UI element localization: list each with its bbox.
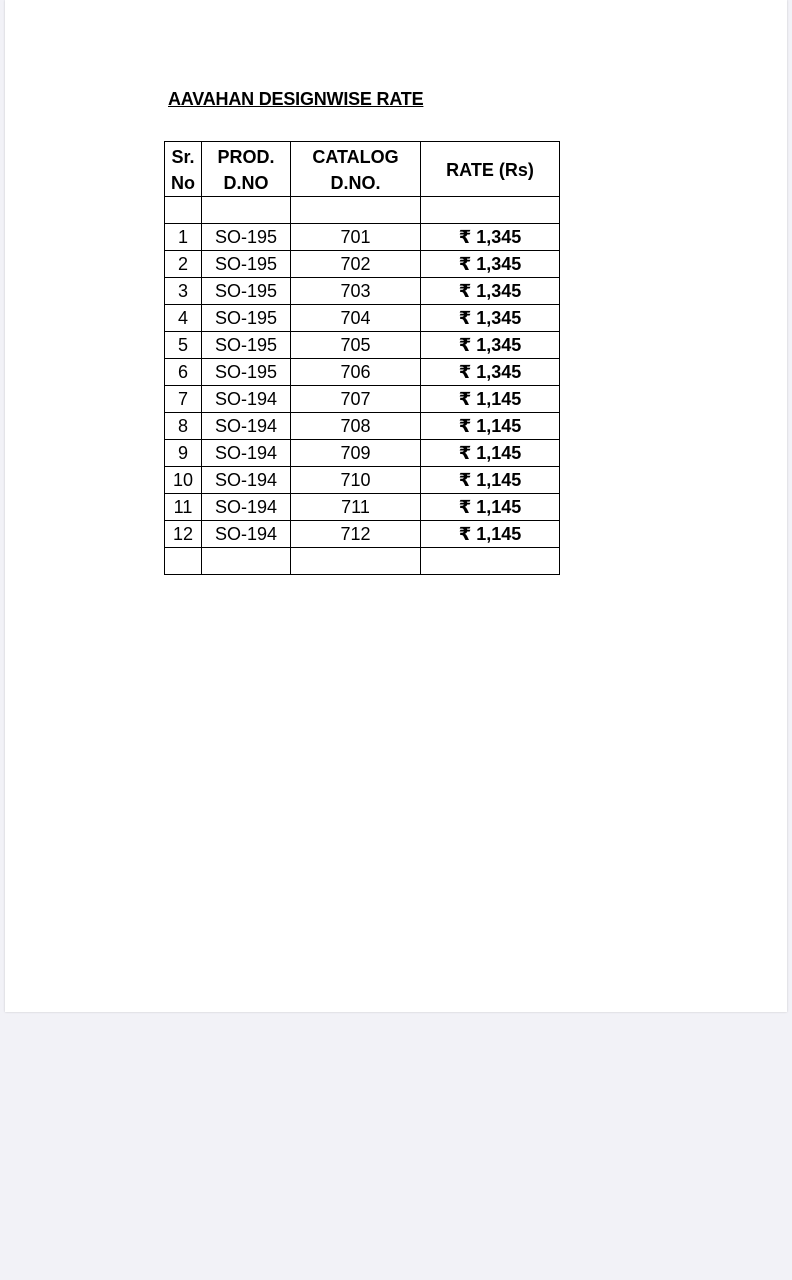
- table-row: [165, 359, 560, 386]
- cell-catalog: 704: [291, 305, 421, 332]
- cell-catalog: 703: [291, 278, 421, 305]
- cell-prod: SO-194: [202, 467, 291, 494]
- cell-rate: ₹ 1,145: [421, 440, 560, 467]
- cell-prod: SO-194: [202, 413, 291, 440]
- header-prod-dno-line1: PROD.: [217, 146, 275, 167]
- cell-sr: 5: [165, 332, 202, 359]
- cell-catalog: 711: [291, 494, 421, 521]
- table-row: [165, 440, 560, 467]
- header-catalog-dno-line2: D.NO.: [330, 172, 381, 193]
- cell-sr: 10: [165, 467, 202, 494]
- header-rate: RATE (Rs): [421, 142, 560, 197]
- cell-rate: ₹ 1,145: [421, 467, 560, 494]
- cell-catalog: 701: [291, 224, 421, 251]
- cell-sr: 9: [165, 440, 202, 467]
- cell-catalog: 707: [291, 386, 421, 413]
- cell-catalog: 709: [291, 440, 421, 467]
- cell-sr: 7: [165, 386, 202, 413]
- cell-sr: 4: [165, 305, 202, 332]
- cell-rate: ₹ 1,145: [421, 386, 560, 413]
- cell-prod: SO-194: [202, 521, 291, 548]
- cell-sr: 3: [165, 278, 202, 305]
- cell-sr: 6: [165, 359, 202, 386]
- cell-prod: SO-195: [202, 332, 291, 359]
- header-sr-no: [165, 142, 202, 197]
- cell-prod: SO-195: [202, 278, 291, 305]
- header-catalog-dno-line1: CATALOG: [312, 146, 399, 167]
- cell-rate: ₹ 1,345: [421, 251, 560, 278]
- table-row: [165, 251, 560, 278]
- cell-rate: ₹ 1,345: [421, 305, 560, 332]
- table-row: [165, 305, 560, 332]
- cell-catalog: 702: [291, 251, 421, 278]
- table-row: [165, 386, 560, 413]
- cell-prod: SO-195: [202, 251, 291, 278]
- cell-sr: 2: [165, 251, 202, 278]
- document-page: [5, 0, 787, 1012]
- cell-rate: ₹ 1,345: [421, 332, 560, 359]
- cell-catalog: 708: [291, 413, 421, 440]
- header-prod-dno-line2: D.NO: [223, 172, 269, 193]
- cell-prod: SO-194: [202, 386, 291, 413]
- cell-sr: 1: [165, 224, 202, 251]
- header-sr-no-line1: Sr.: [171, 146, 195, 167]
- header-prod-dno: [202, 142, 291, 197]
- cell-catalog: 712: [291, 521, 421, 548]
- table-spacer-row: [165, 197, 560, 224]
- table-header-row: [165, 142, 560, 197]
- cell-catalog: 710: [291, 467, 421, 494]
- cell-prod: SO-194: [202, 440, 291, 467]
- cell-sr: 11: [165, 494, 202, 521]
- cell-catalog: 706: [291, 359, 421, 386]
- cell-sr: 12: [165, 521, 202, 548]
- cell-rate: ₹ 1,145: [421, 413, 560, 440]
- cell-prod: SO-194: [202, 494, 291, 521]
- header-sr-no-line2: No: [171, 172, 195, 193]
- table-row: [165, 467, 560, 494]
- cell-prod: SO-195: [202, 224, 291, 251]
- cell-prod: SO-195: [202, 305, 291, 332]
- cell-sr: 8: [165, 413, 202, 440]
- table-row: [165, 413, 560, 440]
- table-row: [165, 521, 560, 548]
- table-empty-row: [165, 548, 560, 575]
- table-row: [165, 332, 560, 359]
- table-row: [165, 224, 560, 251]
- cell-rate: ₹ 1,345: [421, 224, 560, 251]
- cell-catalog: 705: [291, 332, 421, 359]
- cell-rate: ₹ 1,145: [421, 494, 560, 521]
- cell-rate: ₹ 1,345: [421, 359, 560, 386]
- rate-table: [164, 141, 560, 575]
- document-title: AAVAHAN DESIGNWISE RATE: [168, 89, 424, 109]
- cell-rate: ₹ 1,345: [421, 278, 560, 305]
- table-row: [165, 494, 560, 521]
- header-catalog-dno: [291, 142, 421, 197]
- cell-prod: SO-195: [202, 359, 291, 386]
- table-row: [165, 278, 560, 305]
- cell-rate: ₹ 1,145: [421, 521, 560, 548]
